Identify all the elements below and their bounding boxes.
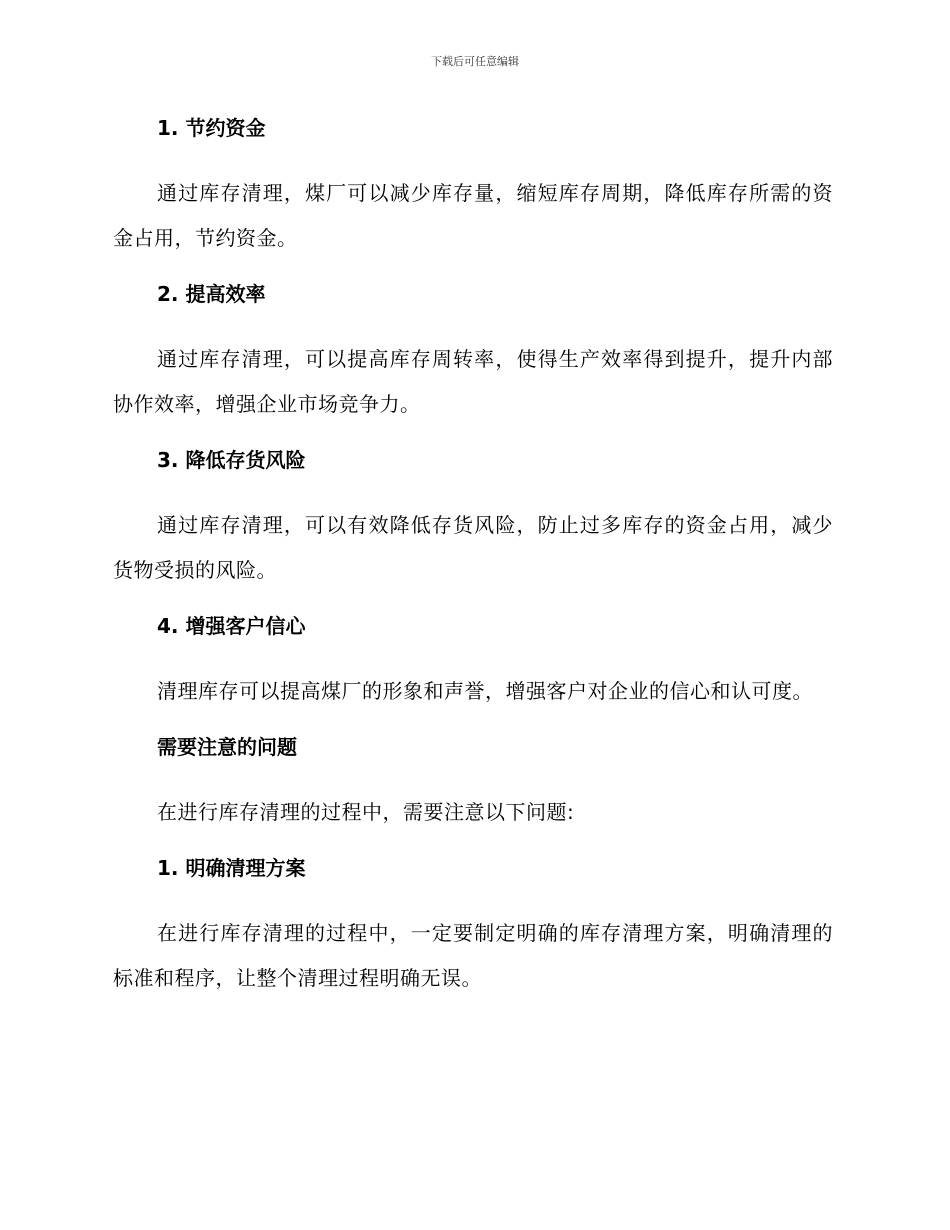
- section-heading: 1. 明确清理方案: [157, 856, 306, 880]
- section-paragraph: 通过库存清理，煤厂可以减少库存量，缩短库存周期，降低库存所需的资金占用，节约资金。: [113, 181, 833, 250]
- section-paragraph: 清理库存可以提高煤厂的形象和声誉，增强客户对企业的信心和认可度。: [157, 679, 813, 703]
- section-clear-plan: [113, 853, 833, 1001]
- section-paragraph: 通过库存清理，可以提高库存周转率，使得生产效率得到提升，提升内部协作效率，增强企业市场竞争力。: [113, 347, 833, 416]
- section-paragraph: 在进行库存清理的过程中，一定要制定明确的库存清理方案，明确清理的标准和程序，让整个清理过程明确无误。: [113, 921, 833, 990]
- section-points-of-attention: [113, 732, 833, 853]
- page-header: 下载后可任意编辑: [431, 55, 519, 68]
- section-heading: 1. 节约资金: [157, 116, 266, 140]
- section-improve-efficiency: [113, 279, 833, 445]
- section-heading: 2. 提高效率: [157, 282, 266, 306]
- section-paragraph: 在进行库存清理的过程中，需要注意以下问题:: [157, 800, 575, 824]
- section-reduce-inventory-risk: [113, 445, 833, 611]
- section-heading: 3. 降低存货风险: [157, 448, 306, 472]
- section-paragraph: 通过库存清理，可以有效降低存货风险，防止过多库存的资金占用，减少货物受损的风险。: [113, 513, 833, 582]
- document-body: [113, 113, 833, 1001]
- section-customer-confidence: [113, 611, 833, 732]
- section-heading: 4. 增强客户信心: [157, 614, 306, 638]
- section-save-funds: [113, 113, 833, 279]
- section-heading: 需要注意的问题: [157, 735, 297, 759]
